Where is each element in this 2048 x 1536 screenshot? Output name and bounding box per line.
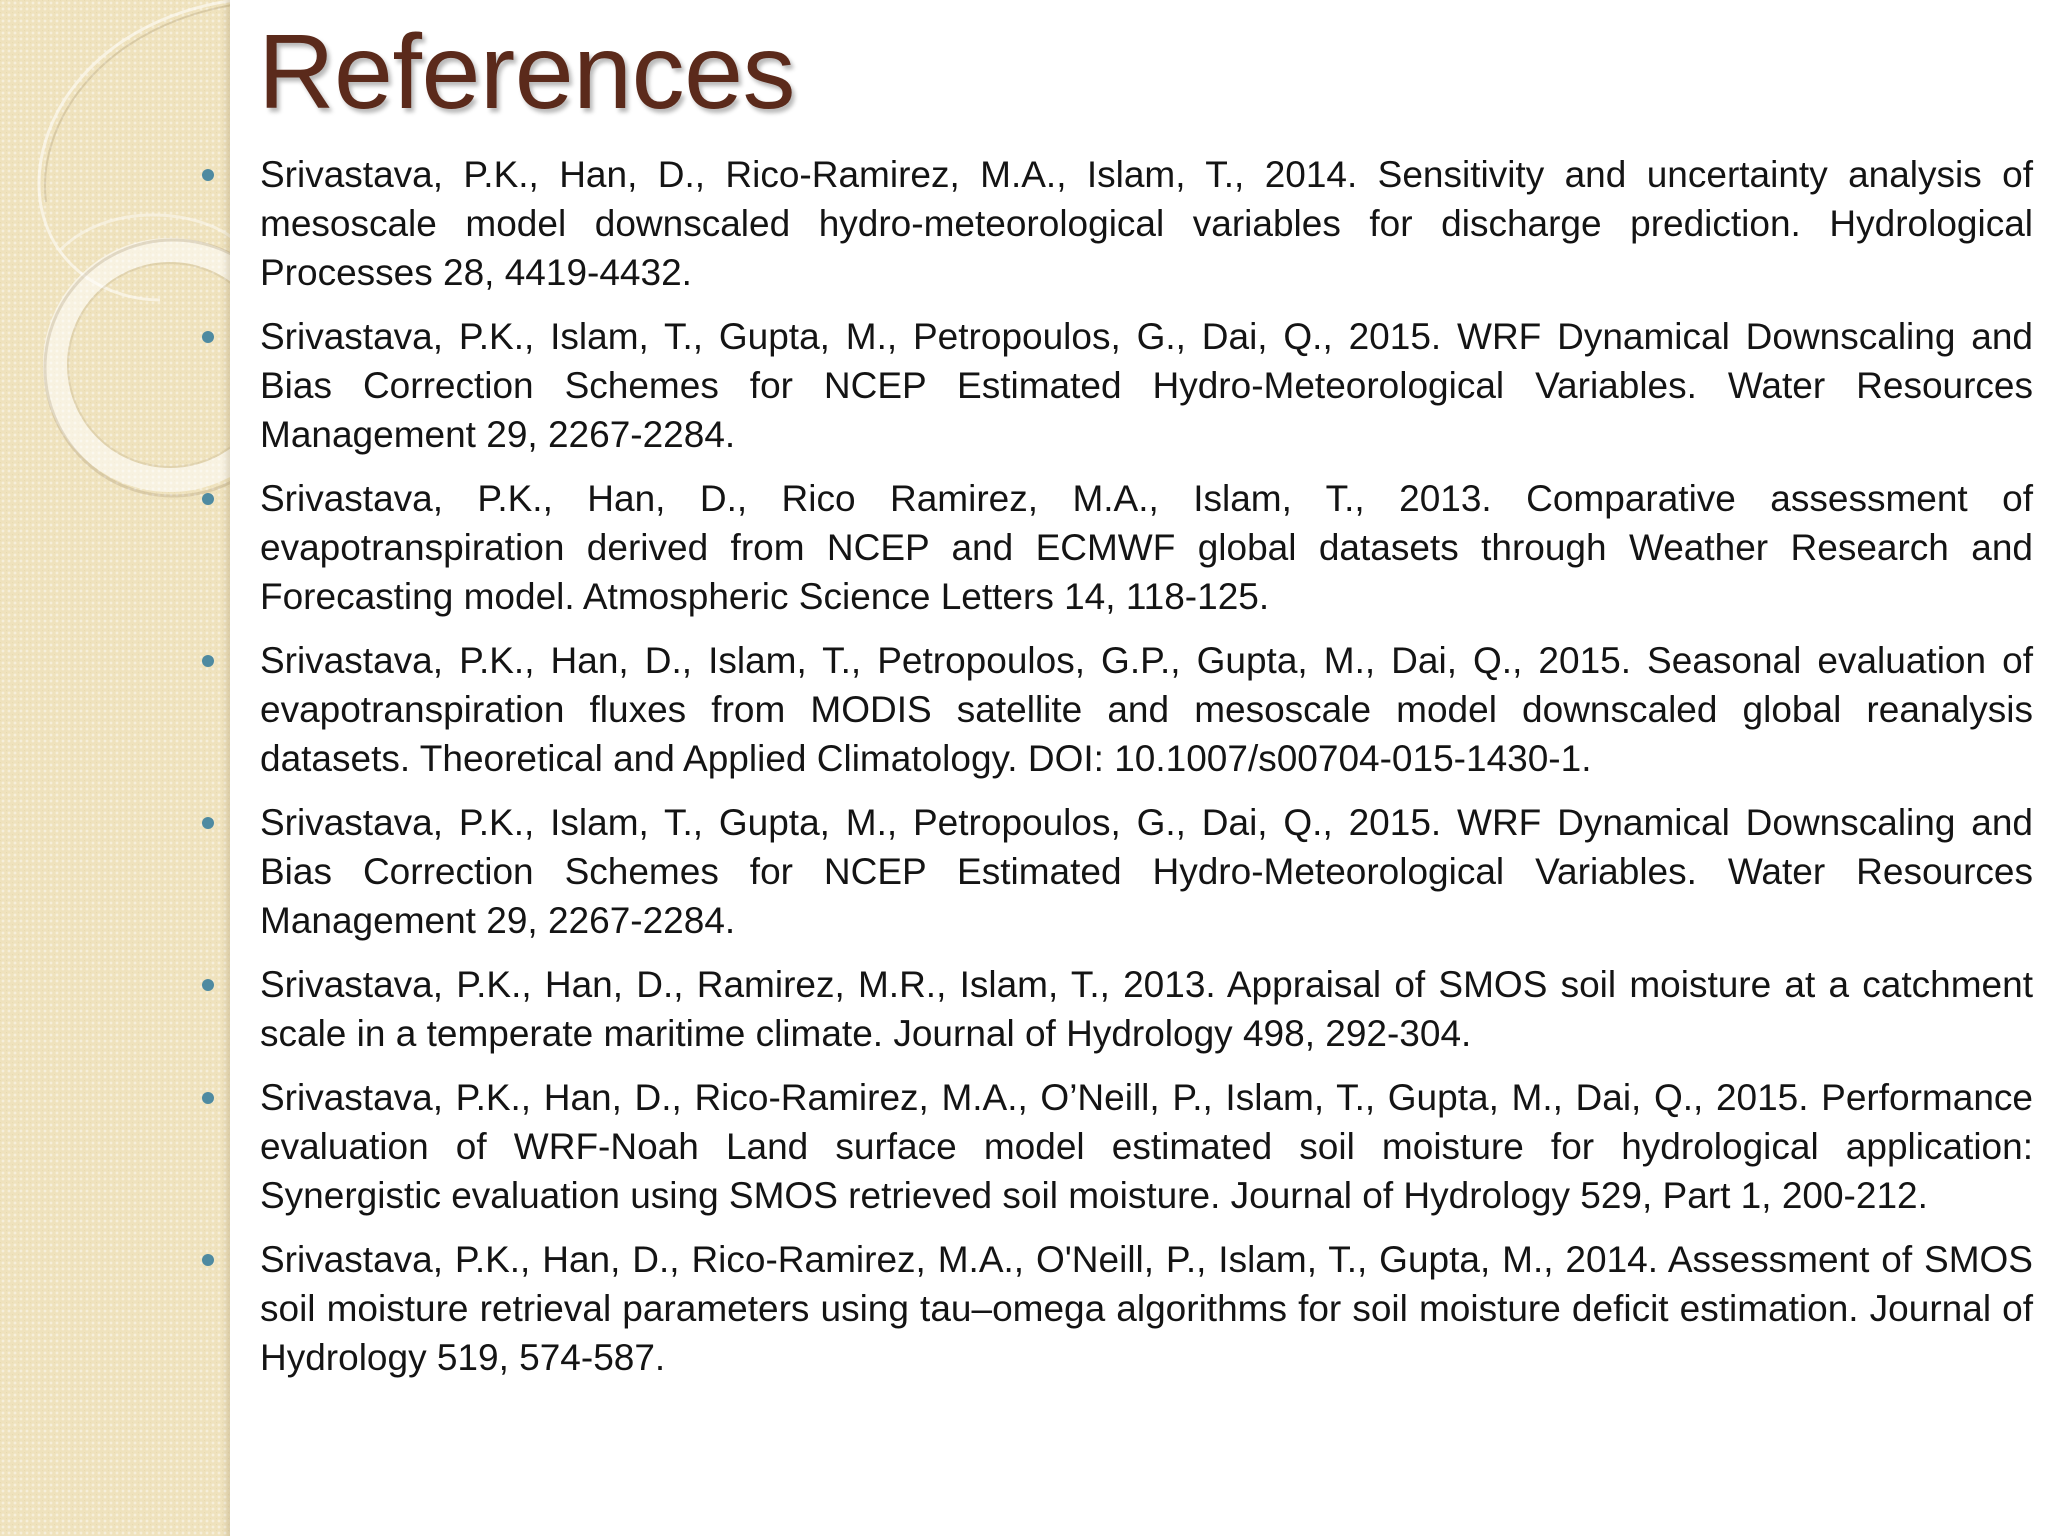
decorative-side-band — [0, 0, 230, 1536]
reference-item — [260, 312, 2033, 459]
bullet-icon — [202, 817, 214, 829]
bullet-icon — [202, 655, 214, 667]
reference-item — [260, 150, 2033, 297]
references-list — [260, 150, 2033, 1397]
reference-item — [260, 636, 2033, 783]
bullet-icon — [202, 493, 214, 505]
reference-text: Srivastava, P.K., Islam, T., Gupta, M., Petropoulos, G., Dai, Q., 2015. WRF Dynamical Downscaling and Bias Correction Schemes for NCEP Estimated Hydro-Meteorological Variables. Water Resources Management 29, 2267-2284. — [260, 802, 2033, 941]
reference-text: Srivastava, P.K., Han, D., Rico-Ramirez, M.A., Islam, T., 2014. Sensitivity and uncertainty analysis of mesoscale model downscaled hydro-meteorological variables for discharge prediction. Hydrological Processes 28, 4419-4432. — [260, 154, 2033, 293]
reference-item — [260, 474, 2033, 621]
reference-item — [260, 1073, 2033, 1220]
slide-title: References — [258, 13, 796, 131]
ring-shadow — [45, 240, 230, 496]
reference-text: Srivastava, P.K., Han, D., Ramirez, M.R., Islam, T., 2013. Appraisal of SMOS soil moisture at a catchment scale in a temperate maritime climate. Journal of Hydrology 498, 292-304. — [260, 964, 2033, 1054]
reference-item — [260, 798, 2033, 945]
bullet-icon — [202, 1092, 214, 1104]
reference-text: Srivastava, P.K., Han, D., Rico-Ramirez, M.A., O’Neill, P., Islam, T., Gupta, M., Dai, Q., 2015. Performance evaluation of WRF-Noah Land surface model estimated soil moisture for hydrological application: Synergistic evaluation using SMOS retrieved soil moisture. Journal of Hydrology 529, Part 1, 200-212. — [260, 1077, 2033, 1216]
reference-item — [260, 1235, 2033, 1382]
ring-outer — [55, 250, 230, 480]
bullet-icon — [202, 979, 214, 991]
reference-item — [260, 960, 2033, 1058]
ring-swirl-decoration — [0, 0, 230, 1536]
bullet-icon — [202, 1254, 214, 1266]
bullet-icon — [202, 169, 214, 181]
reference-text: Srivastava, P.K., Han, D., Rico-Ramirez, M.A., O'Neill, P., Islam, T., Gupta, M., 2014. Assessment of SMOS soil moisture retrieval parameters using tau–omega algorithms for soil moisture deficit estimation. Journal of Hydrology 519, 574-587. — [260, 1239, 2033, 1378]
reference-text: Srivastava, P.K., Islam, T., Gupta, M., Petropoulos, G., Dai, Q., 2015. WRF Dynamical Downscaling and Bias Correction Schemes for NCEP Estimated Hydro-Meteorological Variables. Water Resources Management 29, 2267-2284. — [260, 316, 2033, 455]
reference-text: Srivastava, P.K., Han, D., Rico Ramirez, M.A., Islam, T., 2013. Comparative assessment of evapotranspiration derived from NCEP and ECMWF global datasets through Weather Research and Forecasting model. Atmospheric Science Letters 14, 118-125. — [260, 478, 2033, 617]
reference-text: Srivastava, P.K., Han, D., Islam, T., Petropoulos, G.P., Gupta, M., Dai, Q., 2015. Seasonal evaluation of evapotranspiration fluxes from MODIS satellite and mesoscale model downscaled global reanalysis datasets. Theoretical and Applied Climatology. DOI: 10.1007/s00704-015-1430-1. — [260, 640, 2033, 779]
bullet-icon — [202, 331, 214, 343]
